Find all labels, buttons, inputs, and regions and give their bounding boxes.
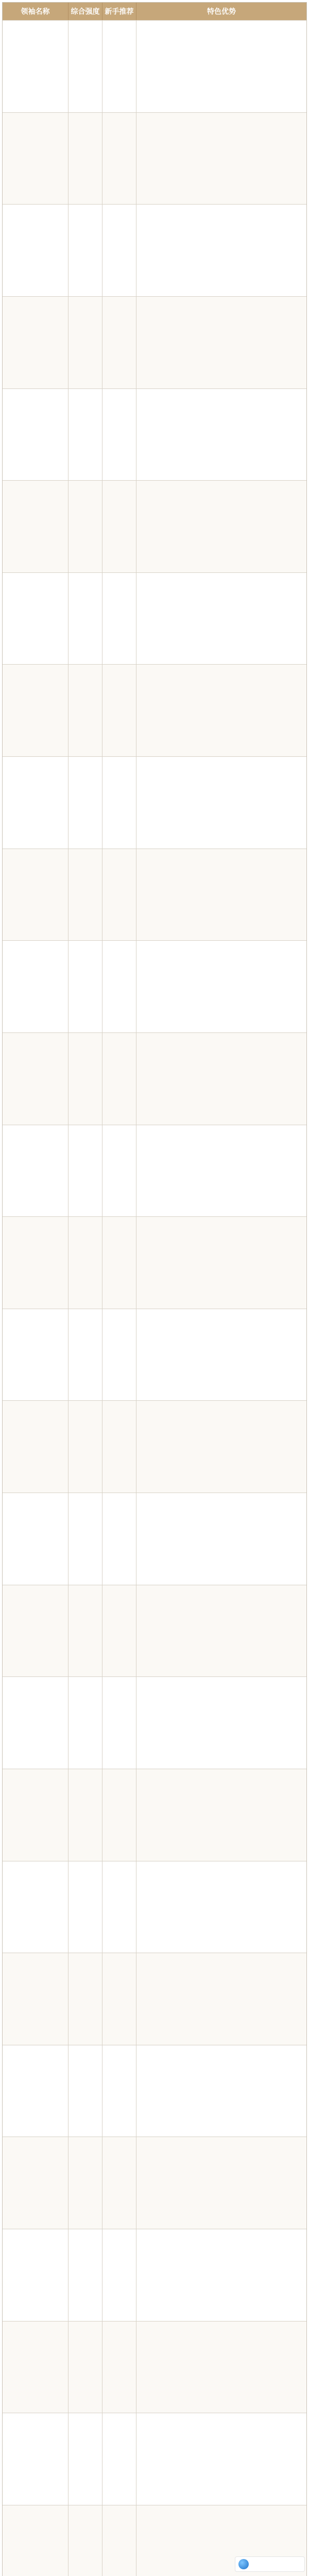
table-row [3, 1861, 306, 1953]
leader-name [3, 1769, 68, 1861]
leader-name [3, 941, 68, 1032]
beginner-grade [102, 1401, 136, 1493]
beginner-grade [102, 849, 136, 941]
table-row [3, 1585, 306, 1677]
leader-name [3, 573, 68, 665]
overall-grade [68, 573, 102, 665]
table-row [3, 1216, 306, 1309]
table-row [3, 756, 306, 849]
leader-name [3, 389, 68, 481]
feature-text [136, 1217, 306, 1309]
beginner-grade [102, 1861, 136, 1953]
feature-text [136, 205, 306, 296]
overall-grade [68, 297, 102, 388]
overall-grade [68, 2137, 102, 2229]
overall-grade [68, 21, 102, 112]
table-header [3, 3, 306, 20]
leader-name [3, 849, 68, 941]
overall-grade [68, 2229, 102, 2321]
beginner-grade [102, 113, 136, 205]
beginner-grade [102, 205, 136, 296]
feature-text [136, 1401, 306, 1493]
beginner-grade [102, 2321, 136, 2413]
leader-name [3, 757, 68, 849]
feature-text [136, 297, 306, 388]
leader-name [3, 1033, 68, 1125]
feature-text [136, 1677, 306, 1769]
header-leader-name: 领袖名称 [3, 3, 68, 20]
leader-name [3, 2229, 68, 2321]
leader-name [3, 1585, 68, 1677]
table-row [3, 2045, 306, 2137]
table-row [3, 940, 306, 1032]
beginner-grade [102, 481, 136, 572]
leader-name [3, 1309, 68, 1401]
beginner-grade [102, 1033, 136, 1125]
table-row [3, 849, 306, 941]
feature-text [136, 757, 306, 849]
leader-name [3, 1953, 68, 2045]
overall-grade [68, 665, 102, 756]
feature-text [136, 481, 306, 572]
leader-name [3, 297, 68, 388]
overall-grade [68, 1585, 102, 1677]
feature-text [136, 1861, 306, 1953]
overall-grade [68, 1125, 102, 1217]
feature-text [136, 2229, 306, 2321]
site-watermark [235, 2556, 305, 2572]
beginner-grade [102, 2505, 136, 2576]
feature-text [136, 113, 306, 205]
overall-grade [68, 481, 102, 572]
feature-text [136, 1125, 306, 1217]
overall-grade [68, 2045, 102, 2137]
site-logo-icon [238, 2559, 249, 2569]
header-beginner: 新手推荐 [102, 3, 136, 20]
table-row [3, 572, 306, 665]
overall-grade [68, 941, 102, 1032]
beginner-grade [102, 1769, 136, 1861]
leader-name [3, 1401, 68, 1493]
leader-name [3, 665, 68, 756]
leader-name [3, 205, 68, 296]
leader-name [3, 1861, 68, 1953]
table-row [3, 1032, 306, 1125]
feature-text [136, 1769, 306, 1861]
beginner-grade [102, 2229, 136, 2321]
table-row [3, 1769, 306, 1861]
header-overall: 综合强度 [68, 3, 102, 20]
leader-name [3, 2137, 68, 2229]
beginner-grade [102, 297, 136, 388]
feature-text [136, 2321, 306, 2413]
feature-text [136, 1309, 306, 1401]
table-row [3, 2321, 306, 2413]
table-row [3, 1493, 306, 1585]
feature-text [136, 1585, 306, 1677]
feature-text [136, 2045, 306, 2137]
beginner-grade [102, 1585, 136, 1677]
overall-grade [68, 1953, 102, 2045]
table-row [3, 2229, 306, 2321]
overall-grade [68, 2413, 102, 2505]
beginner-grade [102, 21, 136, 112]
table-row [3, 1400, 306, 1493]
feature-text [136, 1493, 306, 1585]
beginner-grade [102, 1953, 136, 2045]
beginner-grade [102, 1217, 136, 1309]
feature-text [136, 1033, 306, 1125]
table-row [3, 2413, 306, 2505]
leader-name [3, 2045, 68, 2137]
overall-grade [68, 1677, 102, 1769]
leader-name [3, 2413, 68, 2505]
table-row [3, 112, 306, 205]
feature-text [136, 1953, 306, 2045]
feature-text [136, 2413, 306, 2505]
beginner-grade [102, 573, 136, 665]
overall-grade [68, 849, 102, 941]
overall-grade [68, 757, 102, 849]
table-row [3, 20, 306, 112]
overall-grade [68, 1217, 102, 1309]
leader-name [3, 481, 68, 572]
leader-table [2, 2, 307, 2576]
overall-grade [68, 389, 102, 481]
overall-grade [68, 2321, 102, 2413]
table-row [3, 1309, 306, 1401]
overall-grade [68, 1493, 102, 1585]
leader-name [3, 1677, 68, 1769]
overall-grade [68, 205, 102, 296]
feature-text [136, 2137, 306, 2229]
feature-text [136, 21, 306, 112]
beginner-grade [102, 1125, 136, 1217]
leader-name [3, 1493, 68, 1585]
beginner-grade [102, 1493, 136, 1585]
feature-text [136, 573, 306, 665]
beginner-grade [102, 1677, 136, 1769]
overall-grade [68, 1769, 102, 1861]
feature-text [136, 665, 306, 756]
leader-name [3, 21, 68, 112]
overall-grade [68, 2505, 102, 2576]
beginner-grade [102, 2137, 136, 2229]
leader-name [3, 1125, 68, 1217]
overall-grade [68, 1401, 102, 1493]
leader-name [3, 1217, 68, 1309]
feature-text [136, 941, 306, 1032]
table-row [3, 480, 306, 572]
beginner-grade [102, 2413, 136, 2505]
beginner-grade [102, 389, 136, 481]
leader-name [3, 2321, 68, 2413]
feature-text [136, 849, 306, 941]
feature-text [136, 389, 306, 481]
table-row [3, 388, 306, 481]
table-row [3, 1125, 306, 1217]
leader-name [3, 113, 68, 205]
table-row [3, 1953, 306, 2045]
header-features: 特色优势 [207, 8, 236, 16]
table-row [3, 1676, 306, 1769]
overall-grade [68, 1861, 102, 1953]
table-row [3, 296, 306, 388]
table-body [3, 20, 306, 2576]
table-row [3, 2137, 306, 2229]
overall-grade [68, 113, 102, 205]
table-row [3, 204, 306, 296]
overall-grade [68, 1033, 102, 1125]
table-row [3, 664, 306, 756]
beginner-grade [102, 665, 136, 756]
beginner-grade [102, 941, 136, 1032]
beginner-grade [102, 2045, 136, 2137]
beginner-grade [102, 757, 136, 849]
leader-name [3, 2505, 68, 2576]
beginner-grade [102, 1309, 136, 1401]
overall-grade [68, 1309, 102, 1401]
